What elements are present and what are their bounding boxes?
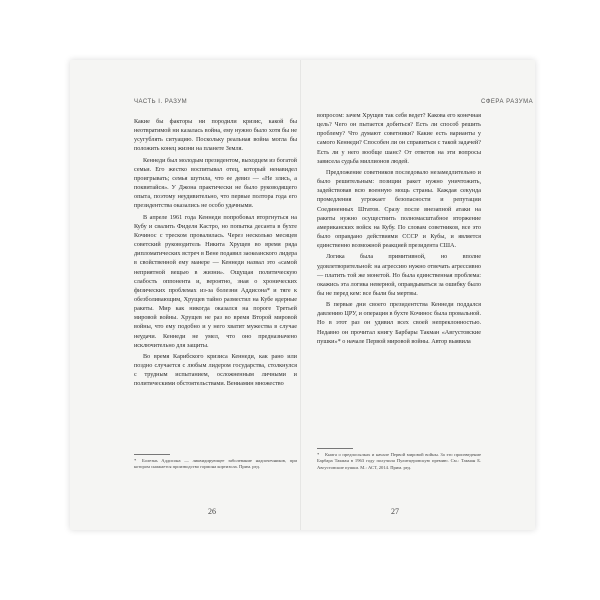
paragraph: Какие бы факторы ни породили кризис, какой бы неотвратимой ни казалась война, ему нужно было хотя бы не усугублять ситуацию. Поскольку реальная война могла бы положить конец жизни на планете Земля.: [134, 118, 297, 153]
left-page: [70, 60, 302, 530]
page-number-right: 27: [391, 507, 399, 516]
body-text-left: [134, 117, 297, 389]
footnote-text: Книга о предпосылках и начале Первой мировой войны. За это произведение Барбара Такман в 1963 году получила Пулитцеровскую премию. См.: Такман Б. Августовские пушки. М.: АСТ, 2014. Прим. ред.: [317, 452, 481, 470]
running-head-left: ЧАСТЬ I. РАЗУМ: [134, 99, 188, 105]
paragraph: вопросом: зачем Хрущев так себя ведет? Какова его конечная цель? Чего он пытается добиться? Есть ли способ решить проблему? Что думают советники? Какие есть варианты у самого Кеннеди? Способен ли он справиться с такой задачей? Есть ли у него вообще шанс? От ответов на эти вопросы зависела судьба миллионов людей.: [317, 112, 481, 165]
right-page: [303, 60, 535, 530]
page-number-left: 26: [208, 507, 216, 516]
paragraph: В апреле 1961 года Кеннеди попробовал вторгнуться на Кубу и свалить Фиделя Кастро, но попытка десанта в бухте Кочинос с треском провалилась. Через несколько месяцев советский руководитель Никита Хрущев во время ряда дипломатических встреч в Вене подавил заокеанского лидера в свойственной ему манере — Кеннеди назвал это «самой неприятной вещью в жизни». Ощущая политическую слабость оппонента и, вероятно, зная о хронических физических проблемах из-за болезни Аддисона* и тяге к обезболивающим, Хрущев тайно разместил на Кубе ядерные ракеты. Мир как никогда оказался на пороге Третьей мировой войны. Хрущев не раз во время Второй мировой войны, что ему подобно и у него хватит мужества в случае неудачи. Кеннеди не умел, что оно предназначено исключительно для защиты.: [134, 213, 297, 349]
paragraph: Логика была примитивной, но вполне удовлетворительной: на агрессию нужно отвечать агрессивно — платить той же монетой. Но была единственная проблема: окажись эта логика неверной, оправдываться за ошибку было бы не перед кем: все были бы мертвы.: [317, 253, 481, 297]
footnote-rule: [134, 454, 170, 455]
book-spread: [70, 60, 535, 530]
footnote-text: Болезнь Аддисона — ликвидирующее заболевание надпочечников, при котором снижается производство гормона кортизола. Прим. ред.: [134, 458, 297, 470]
paragraph: В первые дни своего президентства Кеннеди поддался давлению ЦРУ, и операция в бухте Кочинос была провальной. Но в этот раз он удивил всех своей непреклонностью. Недавно он прочитал книгу Барбары Такман «Августовские пушки»* о начале Первой мировой войны. Автор выявила: [317, 301, 481, 345]
footnote-left: [134, 458, 297, 471]
footnote-right: [317, 452, 481, 471]
book-gutter: [300, 60, 301, 530]
footnote-mark: *: [317, 452, 320, 457]
footnote-rule: [317, 448, 353, 449]
paragraph: Во время Карибского кризиса Кеннеди, как рано или поздно случается с любым лидером государства, столкнулся с трудным испытанием, осложненным личными и политическими обстоятельствами. Вениамин множество: [134, 352, 297, 388]
paragraph: Кеннеди был молодым президентом, выходцем из богатой семьи. Его жестко воспитывал отец, который ненавидел проигрывать; семья шутила, что ее девиз — «Не злись, а поквитайся». У Джона практически не было руководящего опыта, поэтому неудивительно, что первые полтора года его президентства оказались не особо удачными.: [134, 156, 297, 210]
footnote-mark: *: [134, 458, 137, 463]
paragraph: Предложение советников последовало незамедлительно и было решительным: позиции ракет нужно уничтожить, задействовав всю военную мощь страны. Каждая секунда промедления угрожает безопасности и репутации Соединенных Штатов. Сразу после внезапной атаки на ракеты нужно осуществить полномасштабное вторжение американских войск на Кубу. По словам советников, все это было оправдано действиями СССР и Кубы, и является единственно возможной реакцией президента США.: [317, 168, 481, 250]
body-text-right: [317, 111, 481, 346]
running-head-right: СФЕРА РАЗУМА: [481, 99, 534, 105]
